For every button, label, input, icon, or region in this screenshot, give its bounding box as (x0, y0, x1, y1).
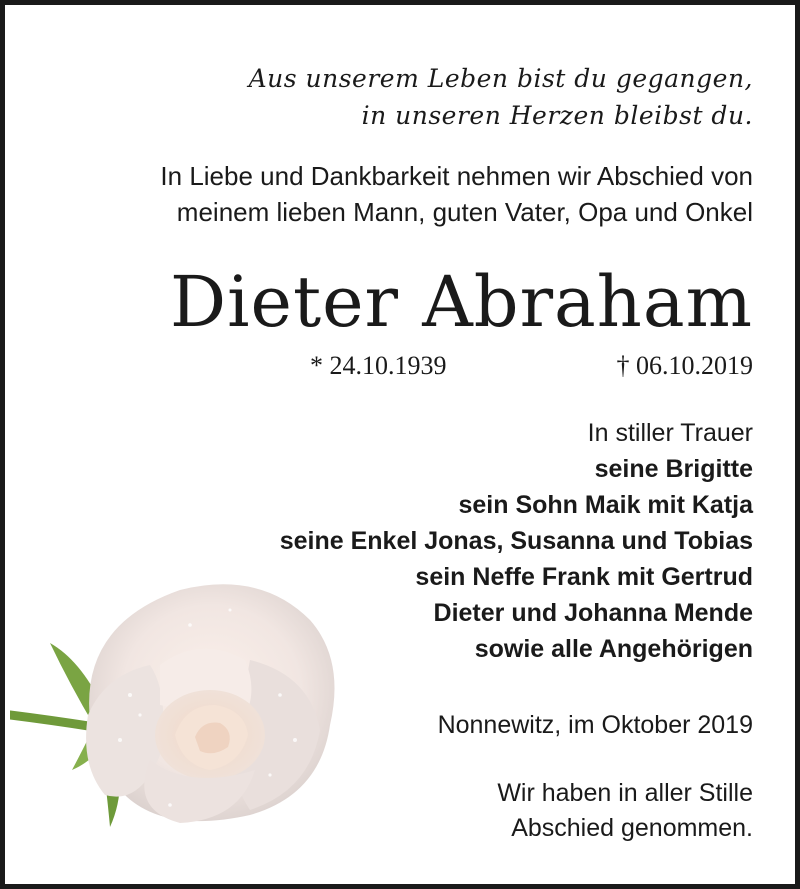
intro-text (160, 158, 753, 230)
motto (249, 60, 753, 134)
place-date: Nonnewitz, im Oktober 2019 (437, 711, 753, 739)
mourner-name: seine Enkel Jonas, Susanna und Tobias (279, 527, 753, 555)
mourner-name: sein Neffe Frank mit Gertrud (415, 563, 753, 591)
mourner-name: sowie alle Angehörigen (474, 635, 753, 663)
mourner-name: sein Sohn Maik mit Katja (458, 491, 753, 519)
closing-line-2: Abschied genommen. (511, 814, 753, 842)
closing-line-1: Wir haben in aller Stille (497, 779, 753, 807)
mourner-name: seine Brigitte (594, 455, 753, 483)
motto-line-1: Aus unserem Leben bist du gegangen, (248, 64, 753, 93)
mourners-list (280, 415, 753, 667)
motto-line-2: in unseren Herzen bleibst du. (361, 101, 753, 130)
intro-line-1: In Liebe und Dankbarkeit nehmen wir Abschied von (160, 161, 753, 191)
white-rose-icon (10, 565, 350, 865)
birth-date: * 24.10.1939 (310, 351, 447, 380)
death-date: † 06.10.2019 (616, 351, 753, 380)
deceased-name: Dieter Abraham (170, 261, 753, 343)
mourner-name: Dieter und Johanna Mende (433, 599, 753, 627)
closing-text (497, 776, 753, 846)
mourners-heading: In stiller Trauer (587, 419, 753, 447)
intro-line-2: meinem lieben Mann, guten Vater, Opa und Onkel (176, 197, 753, 227)
